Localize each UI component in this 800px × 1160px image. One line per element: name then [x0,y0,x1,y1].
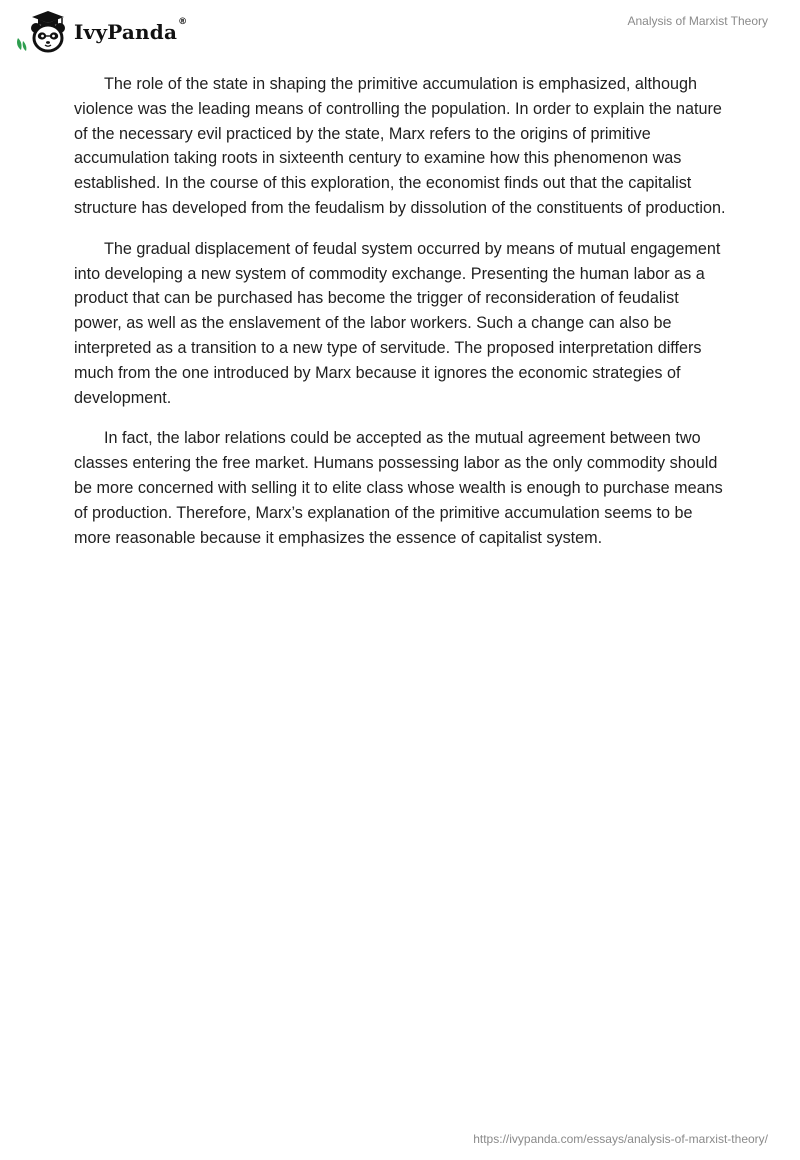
source-url-link[interactable]: https://ivypanda.com/essays/analysis-of-marxist-theory/ [473,1132,768,1146]
paragraph: The role of the state in shaping the primitive accumulation is emphasized, although violence was the leading means of controlling the population. In order to explain the nature of the necessary evil practiced by the state, Marx refers to the origins of primitive accumulation taking roots in sixteenth century to examine how this phenomenon was established. In the course of this exploration, the economist finds out that the capitalist structure has developed from the feudalism by dissolution of the constituents of production. [74,75,726,217]
registered-mark: ® [178,17,188,27]
paragraph: The gradual displacement of feudal system occurred by means of mutual engagement into developing a new system of commodity exchange. Presenting the human labor as a product that can be purchased has become the trigger of reconsideration of feudalist power, as well as the enslavement of the labor workers. Such a change can also be interpreted as a transition to a new type of servitude. The proposed interpretation differs much from the one introduced by Marx because it ignores the economic strategies of development. [74,239,721,407]
page-header [0,0,800,60]
brand-name: IvyPanda® [74,17,188,44]
panda-graduate-logo-icon [14,8,70,54]
paragraph: In fact, the labor relations could be accepted as the mutual agreement between two classes entering the free market. Humans possessing labor as the only commodity should be more concerned with selling it to elite class whose wealth is enough to purchase means of production. Therefore, Marx’s explanation of the primitive accumulation seems to be more reasonable because it emphasizes the essence of capitalist system. [74,429,723,547]
document-title: Analysis of Marxist Theory [627,14,768,28]
ivypanda-logo-link[interactable] [14,8,187,54]
essay-body [74,72,728,566]
